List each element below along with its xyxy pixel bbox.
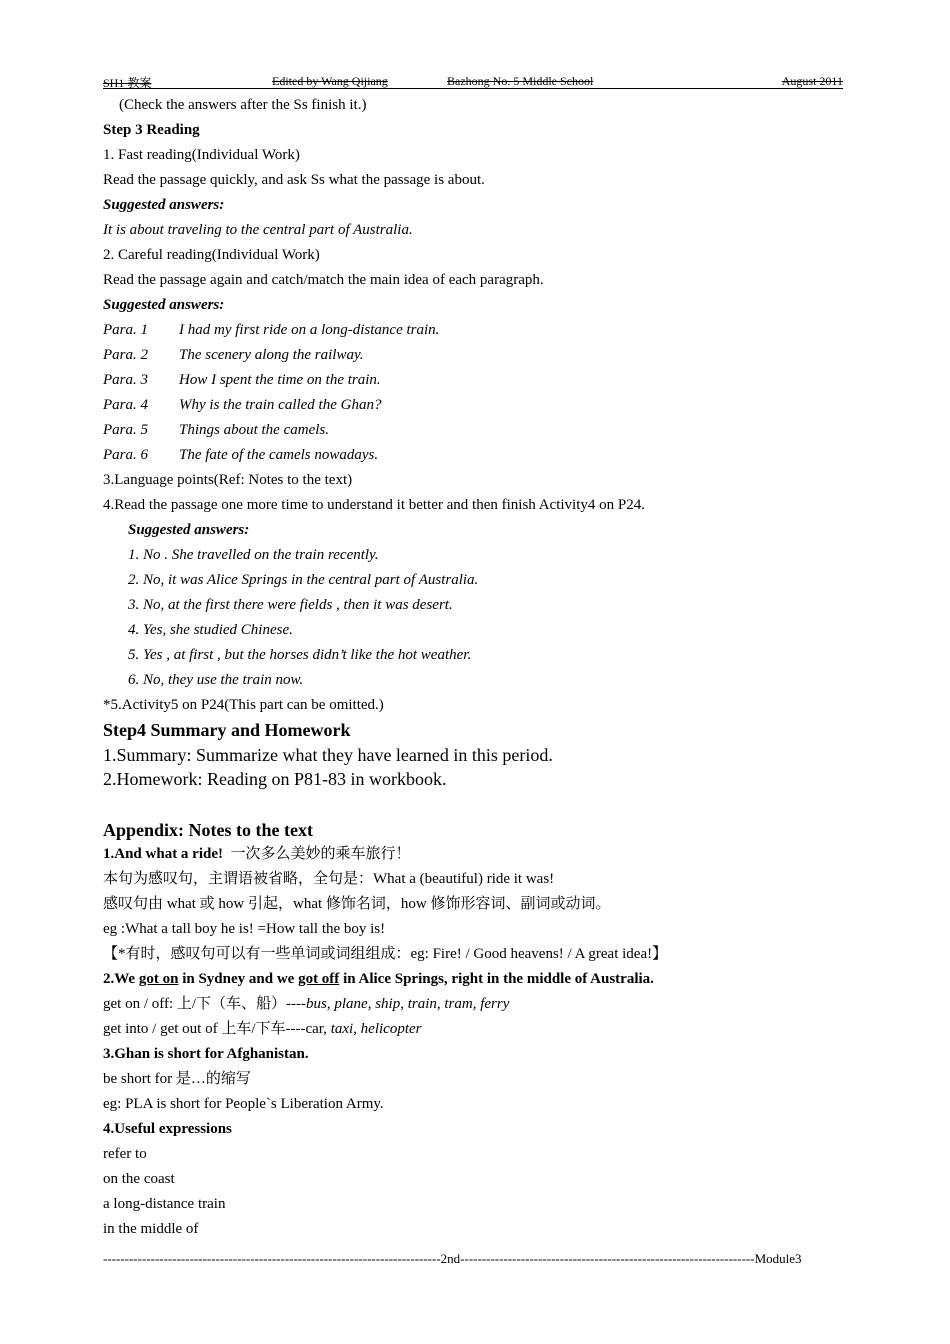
- answer-item: 3. No, at the first there were fields , then it was desert.: [128, 597, 453, 613]
- read-more: 4.Read the passage one more time to understand it better and then finish Activity4 on P24.: [103, 497, 645, 513]
- note2-text: in Sydney and we: [178, 971, 299, 987]
- para-row: [103, 343, 848, 368]
- para-main-idea: Why is the train called the Ghan?: [179, 397, 382, 413]
- footer-page: 2nd: [440, 1251, 461, 1266]
- answer-item: 6. No, they use the train now.: [128, 672, 304, 688]
- note4-title: 4.Useful expressions: [103, 1121, 232, 1137]
- note2-got-off: got off: [298, 971, 340, 987]
- header-school: Bazhong No. 5 Middle School: [447, 74, 594, 88]
- note2-text: 2.We: [103, 971, 139, 987]
- fast-reading-answer: It is about traveling to the central part of Australia.: [103, 222, 413, 238]
- note3-line: eg: PLA is short for People`s Liberation Army.: [103, 1096, 384, 1112]
- summary-line: 1.Summary: Summarize what they have learned in this period.: [103, 744, 553, 765]
- note1-line: 本句为感叹句，主谓语被省略，全句是：What a (beautiful) ride it was!: [103, 871, 555, 887]
- fast-reading: 1. Fast reading(Individual Work): [103, 147, 300, 163]
- para-main-idea: The scenery along the railway.: [179, 347, 364, 363]
- note2-line: [103, 992, 848, 1017]
- note1-title-line: [103, 842, 848, 867]
- expression-item: in the middle of: [103, 1221, 199, 1237]
- para-row: [103, 418, 848, 443]
- note1-line: 【*有时，感叹句可以有一些单词或词组组成：eg: Fire! / Good heavens! / A great idea!】: [103, 946, 668, 962]
- note1-line: 感叹句由 what 或 how 引起，what 修饰名词，how 修饰形容词、副词或动词。: [103, 896, 611, 912]
- para-main-idea: Things about the camels.: [179, 422, 329, 438]
- answer-item: 1. No . She travelled on the train recently.: [128, 547, 379, 563]
- note2-examples: bus, plane, ship, train, tram, ferry: [306, 996, 510, 1012]
- expression-item: on the coast: [103, 1171, 175, 1187]
- appendix-heading: Appendix: Notes to the text: [103, 819, 313, 840]
- para-main-idea: I had my first ride on a long-distance train.: [179, 322, 440, 338]
- note1-chinese: 一次多么美妙的乘车旅行！: [230, 846, 411, 862]
- note1-line: eg :What a tall boy he is! =How tall the boy is!: [103, 921, 386, 937]
- suggested-answers-label: Suggested answers:: [103, 197, 225, 213]
- step4-heading: Step4 Summary and Homework: [103, 720, 351, 740]
- para-label: Para. 4: [103, 397, 148, 413]
- note2-examples: taxi, helicopter: [330, 1021, 422, 1037]
- answer-item: 5. Yes , at first , but the horses didn’t like the hot weather.: [128, 647, 472, 663]
- para-label: Para. 5: [103, 422, 148, 438]
- para-label: Para. 6: [103, 447, 148, 463]
- note2-title: [103, 967, 848, 992]
- homework-line: 2.Homework: Reading on P81-83 in workbook.: [103, 769, 447, 789]
- header-left: SH1 教案: [103, 76, 152, 90]
- check-note: (Check the answers after the Ss finish it.): [119, 97, 367, 113]
- careful-reading-desc: Read the passage again and catch/match the main idea of each paragraph.: [103, 272, 544, 288]
- note1-title: 1.And what a ride!: [103, 846, 224, 862]
- note2-line: [103, 1017, 848, 1042]
- answer-item: 2. No, it was Alice Springs in the central part of Australia.: [128, 572, 479, 588]
- document-body: [103, 93, 848, 1242]
- note3-title: 3.Ghan is short for Afghanistan.: [103, 1046, 309, 1062]
- expression-item: refer to: [103, 1146, 147, 1162]
- suggested-answers-label: Suggested answers:: [103, 297, 225, 313]
- para-row: [103, 368, 848, 393]
- expression-item: a long-distance train: [103, 1196, 226, 1212]
- para-row: [103, 318, 848, 343]
- note2-phrase: get into / get out of 上车/下车----car,: [103, 1021, 331, 1037]
- careful-reading: 2. Careful reading(Individual Work): [103, 247, 320, 263]
- language-points: 3.Language points(Ref: Notes to the text): [103, 472, 353, 488]
- page-header: [103, 74, 843, 89]
- note2-text: in Alice Springs, right in the middle of Australia.: [339, 971, 654, 987]
- para-main-idea: How I spent the time on the train.: [179, 372, 381, 388]
- activity5: *5.Activity5 on P24(This part can be omitted.): [103, 697, 384, 713]
- suggested-answers-label: Suggested answers:: [128, 522, 250, 538]
- note3-line: be short for 是…的缩写: [103, 1071, 251, 1087]
- para-row: [103, 443, 848, 468]
- header-editor: Edited by Wang Qijiang: [272, 74, 388, 88]
- para-label: Para. 2: [103, 347, 148, 363]
- spacer: [103, 792, 848, 818]
- para-row: [103, 393, 848, 418]
- header-date: August 2011: [781, 74, 843, 88]
- footer-module: Module3: [754, 1251, 802, 1266]
- para-main-idea: The fate of the camels nowadays.: [179, 447, 379, 463]
- answer-item: 4. Yes, she studied Chinese.: [128, 622, 293, 638]
- note2-got-on: got on: [138, 971, 179, 987]
- fast-reading-desc: Read the passage quickly, and ask Ss what the passage is about.: [103, 172, 485, 188]
- note2-phrase: get on / off: 上/下（车、船）----: [103, 996, 307, 1012]
- para-label: Para. 3: [103, 372, 148, 388]
- para-label: Para. 1: [103, 322, 148, 338]
- page-footer: ------------------------------------------------------------------------------2nd--------------------------------------------------------------------Module3: [103, 1251, 802, 1266]
- step3-heading: Step 3 Reading: [103, 122, 200, 138]
